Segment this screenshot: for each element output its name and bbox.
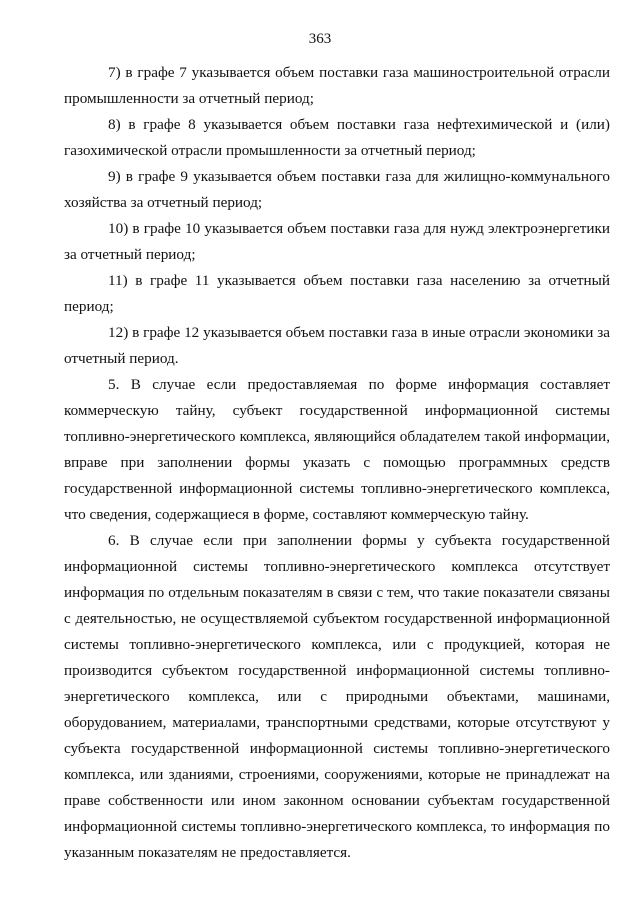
paragraph-item-9: 9) в графе 9 указывается объем поставки газа для жилищно-коммунального хозяйства за отчетный период; bbox=[64, 168, 610, 211]
paragraph-item-10: 10) в графе 10 указывается объем поставки газа для нужд электроэнергетики за отчетный период; bbox=[64, 220, 610, 263]
paragraph-section-5: 5. В случае если предоставляемая по форме информация составляет коммерческую тайну, субъект государственной информационной системы топливно-энергетического комплекса, являющийся обладателем такой информации, вправе при заполнении формы указать с помощью программных средств государственной информационной системы топливно-энергетического комплекса, что сведения, содержащиеся в форме, составляют коммерческую тайну. bbox=[64, 376, 610, 523]
paragraph-item-12: 12) в графе 12 указывается объем поставки газа в иные отрасли экономики за отчетный период. bbox=[64, 324, 610, 367]
paragraph-section-6: 6. В случае если при заполнении формы у субъекта государственной информационной системы топливно-энергетического комплекса отсутствует информация по отдельным показателям в связи с тем, что такие показатели связаны с деятельностью, не осуществляемой субъектом государственной информационной системы топливно-энергетического комплекса, или с продукцией, которая не производится субъектом государственной информационной системы топливно-энергетического комплекса, или с природными объектами, машинами, оборудованием, материалами, транспортными средствами, которые отсутствуют у субъекта государственной информационной системы топливно-энергетического комплекса, или зданиями, строениями, сооружениями, которые не принадлежат на праве собственности или ином законном основании субъектам государственной информационной системы топливно-энергетического комплекса, то информация по указанным показателям не предоставляется. bbox=[64, 532, 610, 861]
document-body bbox=[64, 60, 610, 866]
paragraph-item-11: 11) в графе 11 указывается объем поставки газа населению за отчетный период; bbox=[64, 272, 610, 315]
paragraph-item-8: 8) в графе 8 указывается объем поставки газа нефтехимической и (или) газохимической отрасли промышленности за отчетный период; bbox=[64, 116, 610, 159]
page-number: 363 bbox=[308, 31, 332, 47]
paragraph-item-7: 7) в графе 7 указывается объем поставки газа машиностроительной отрасли промышленности за отчетный период; bbox=[64, 64, 610, 107]
